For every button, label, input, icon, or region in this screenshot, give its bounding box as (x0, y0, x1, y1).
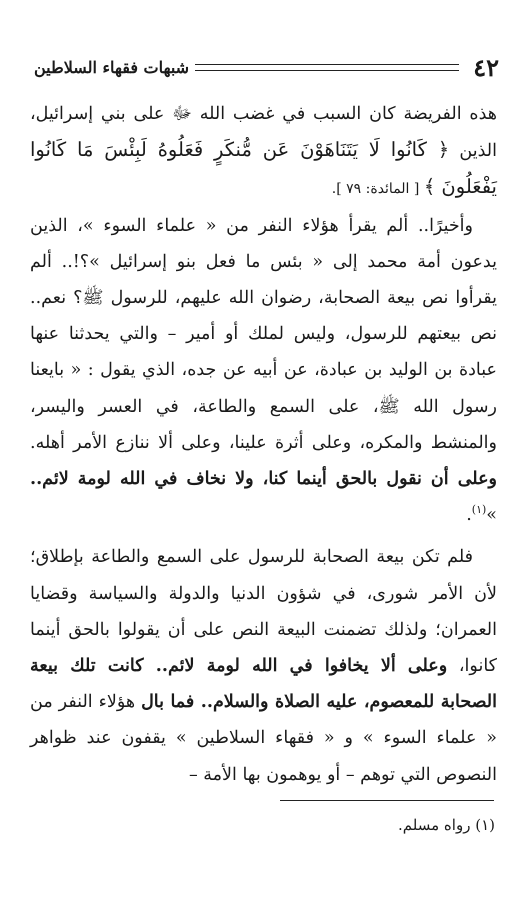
footnote-ref: (١) (471, 503, 487, 517)
footnote-rule (280, 800, 494, 801)
paragraph-2-text: وأخيرًا.. ألم يقرأ هؤلاء النفر من « علماء السوء »، الذين يدعون أمة محمد إلى « بئس ما فعل بنو إسرائيل »؟!.. ألم يقرأوا نص بيعة الصحابة، رضوان الله عليهم، للرسول ﷺ؟ نعم.. نص بيعتهم للرسول، وليس لملك أو أمير – والتي يحدثنا عنها عبادة بن الوليد بن عبادة، عن أبيه عن جده، الذي يقول : « بايعنا رسول الله ﷺ، على السمع والطاعة، في العسر واليسر، والمنشط والمكره، وعلى أثرة علينا، وعلى ألا ننازع الأمر أهله. (30, 215, 497, 453)
paragraph-3-text: فلم تكن بيعة الصحابة للرسول على السمع والطاعة بإطلاق؛ لأن الأمر شورى، في شؤون الدنيا والدولة والسياسة وقضايا العمران؛ ولذلك تضمنت البيعة النص على أن يقولوا بالحق أينما كانوا، (30, 547, 497, 677)
paragraph-1 (30, 96, 497, 208)
page-number: ٤٢ (473, 52, 499, 82)
header-rule (195, 64, 459, 71)
paragraph-2-quote-close: » (486, 505, 497, 526)
quran-verse: ﴿ كَانُوا لَا يَتَنَاهَوْنَ عَن مُّنكَرٍ فَعَلُوهُ لَبِئْسَ مَا كَانُوا يَفْعَلُونَ ﴾ (30, 138, 497, 199)
running-title: شبهات فقهاء السلاطين (34, 57, 190, 77)
body-text (30, 96, 497, 793)
paragraph-3 (30, 539, 497, 792)
page-header (34, 52, 499, 82)
paragraph-2-end: . (466, 505, 472, 526)
paragraph-3-bold: وعلى ألا يخافوا في الله لومة لائم.. كانت تلك بيعة الصحابة للمعصوم، عليه الصلاة والسلام.. فما بال (30, 656, 497, 713)
paragraph-2-bold: وعلى أن نقول بالحق أينما كنا، ولا نخاف في الله لومة لائم.. (30, 469, 497, 490)
paragraph-3-tail: هؤلاء النفر من « علماء السوء » و « فقهاء السلاطين » يقفون عند ظواهر النصوص التي توهم – أو يوهمون بها الأمة – (30, 692, 497, 785)
paragraph-1-text: هذه الفريضة كان السبب في غضب الله ﷻ على بني إسرائيل، الذين (30, 104, 498, 162)
footnote: (١) رواه مسلم. (398, 816, 495, 834)
paragraph-2 (30, 208, 497, 534)
verse-citation: [ المائدة: ٧٩ ]. (331, 181, 424, 198)
